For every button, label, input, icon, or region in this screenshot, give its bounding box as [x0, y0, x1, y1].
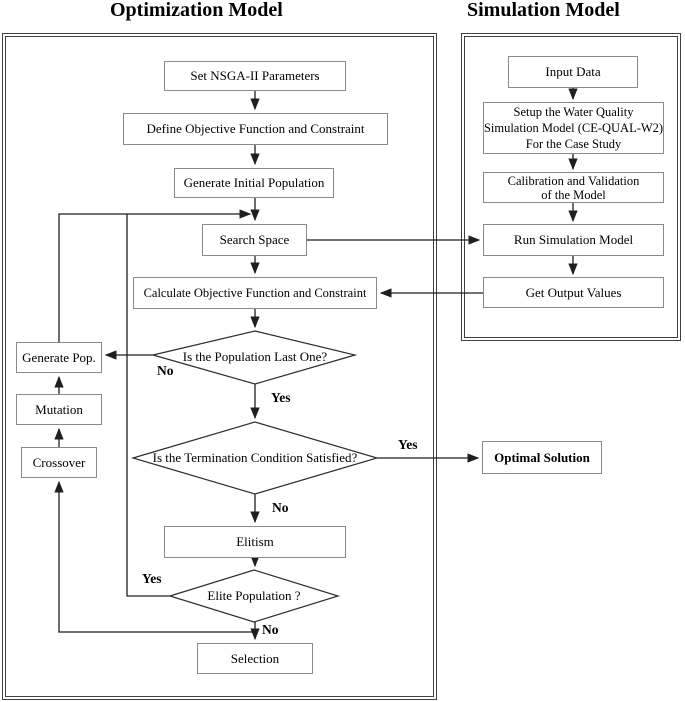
node-setup-water-quality-model: [483, 102, 664, 154]
node-run-simulation-model: Run Simulation Model: [483, 224, 664, 256]
node-generate-initial-population: Generate Initial Population: [174, 168, 334, 198]
node-search-space: Search Space: [202, 224, 307, 256]
branch-label-no-elite: No: [262, 622, 279, 637]
simulation-model-title: Simulation Model: [467, 0, 620, 21]
calibration-line-2: of the Model: [541, 187, 606, 202]
node-set-nsga2-parameters: Set NSGA-II Parameters: [164, 61, 346, 91]
setup-line-3: For the Case Study: [525, 137, 622, 151]
setup-line-1: Setup the Water Quality: [513, 105, 634, 119]
calibration-line-1: Calibration and Validation: [507, 173, 640, 188]
branch-label-yes-termination: Yes: [398, 437, 418, 452]
node-define-objective: Define Objective Function and Constraint: [123, 113, 388, 145]
node-get-output-values: Get Output Values: [483, 277, 664, 308]
node-elitism: Elitism: [164, 526, 346, 558]
node-generate-pop: Generate Pop.: [16, 342, 102, 373]
setup-line-2: Simulation Model (CE-QUAL-W2): [483, 121, 664, 135]
node-mutation: Mutation: [16, 394, 102, 425]
optimization-model-title: Optimization Model: [110, 0, 283, 21]
node-optimal-solution: Optimal Solution: [482, 441, 602, 474]
branch-label-no-termination: No: [272, 500, 289, 515]
termination-decision-label: Is the Termination Condition Satisfied?: [152, 450, 358, 465]
node-selection: Selection: [197, 643, 313, 674]
elite-population-decision-label: Elite Population ?: [207, 588, 301, 603]
branch-label-yes-population: Yes: [271, 390, 291, 405]
node-calibration-validation: [483, 172, 664, 203]
node-crossover: Crossover: [21, 447, 97, 478]
node-input-data: Input Data: [508, 56, 638, 88]
node-calculate-objective: Calculate Objective Function and Constraint: [133, 277, 377, 309]
branch-label-no-population: No: [157, 363, 174, 378]
branch-label-yes-elite: Yes: [142, 571, 162, 586]
population-last-decision-label: Is the Population Last One?: [182, 349, 328, 364]
